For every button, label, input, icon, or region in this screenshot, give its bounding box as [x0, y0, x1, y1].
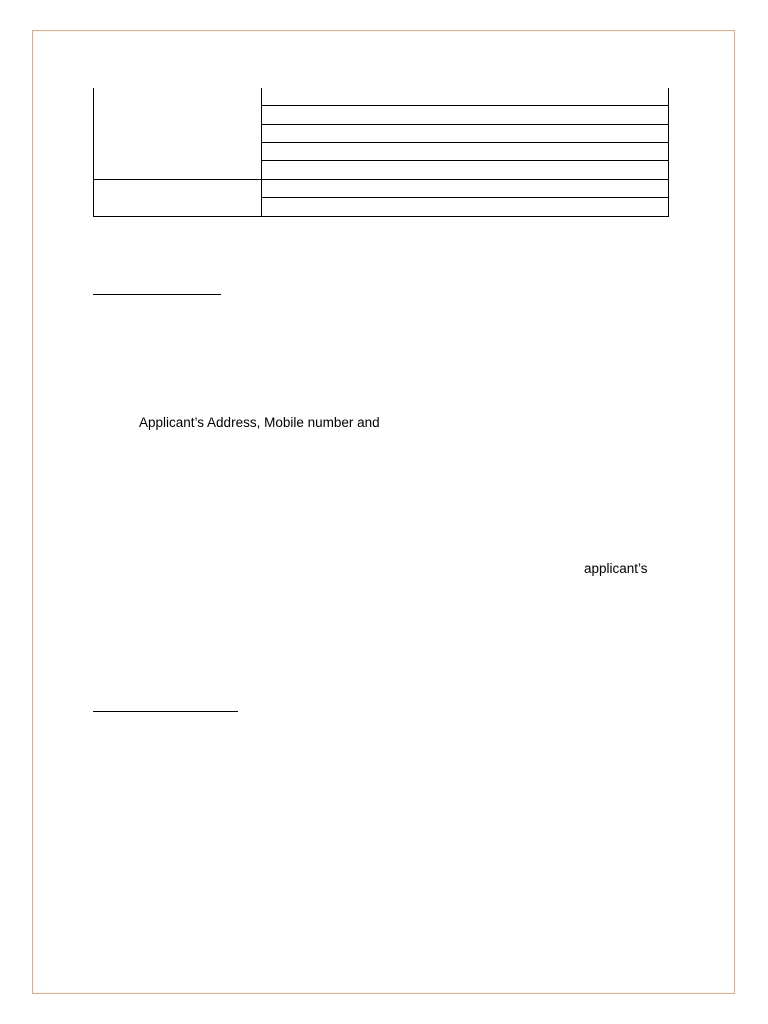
table-row-separator	[261, 160, 669, 161]
table-row-separator	[261, 197, 669, 198]
signature-line-top	[93, 294, 221, 295]
table-left-border	[93, 88, 94, 217]
table-row-separator	[261, 142, 669, 143]
table-group-separator	[93, 179, 669, 180]
table-row-separator	[261, 124, 669, 125]
page-border	[32, 30, 735, 994]
signature-line-bottom	[93, 711, 238, 712]
applicant-label: applicant’s	[584, 561, 648, 576]
applicant-address-label: Applicant’s Address, Mobile number and	[139, 415, 380, 430]
table-row-separator	[261, 105, 669, 106]
table-bottom-border	[93, 216, 669, 217]
